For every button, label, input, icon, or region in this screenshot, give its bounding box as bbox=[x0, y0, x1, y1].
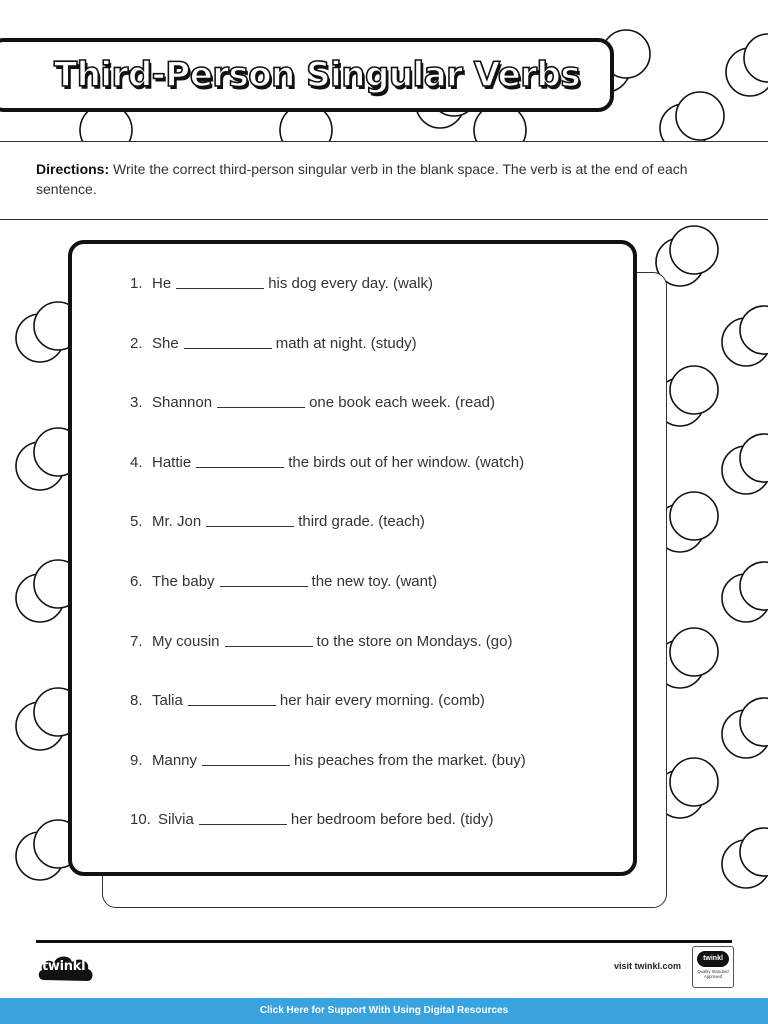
question-subject: Shannon bbox=[152, 394, 213, 412]
question-rest: his dog every day. (walk) bbox=[268, 275, 433, 292]
question-number: 4. bbox=[130, 453, 143, 471]
question-rest: her bedroom before bed. (tidy) bbox=[290, 811, 494, 829]
question-subject: My cousin bbox=[152, 632, 220, 650]
question-rest: one book each week. (read) bbox=[309, 394, 496, 412]
twinkl-logo[interactable] bbox=[36, 950, 96, 986]
question-list bbox=[130, 274, 526, 870]
support-link-bar[interactable]: Click Here for Support With Using Digital Resources bbox=[0, 998, 768, 1024]
question-item bbox=[130, 512, 526, 572]
question-item bbox=[130, 691, 526, 751]
question-number: 3. bbox=[130, 394, 143, 412]
quality-badge bbox=[692, 946, 734, 988]
question-item bbox=[130, 274, 526, 334]
question-number: 2. bbox=[130, 334, 143, 352]
directions-text: Write the correct third-person singular verb in the blank space. The verb is at the end of each sentence. bbox=[36, 161, 688, 197]
question-item bbox=[130, 393, 526, 453]
question-item bbox=[130, 334, 526, 394]
answer-blank[interactable] bbox=[188, 691, 276, 706]
answer-blank[interactable] bbox=[220, 572, 308, 587]
question-number: 8. bbox=[130, 692, 143, 710]
question-number: 10. bbox=[130, 811, 151, 829]
question-item bbox=[130, 751, 526, 811]
question-subject: Mr. Jon bbox=[152, 513, 202, 531]
badge-text: Quality Standard Approved bbox=[697, 969, 729, 979]
answer-blank[interactable] bbox=[225, 632, 313, 647]
title-band bbox=[0, 0, 768, 140]
question-subject: Talia bbox=[152, 692, 183, 710]
page-title: Third-Person Singular Verbs bbox=[54, 55, 581, 95]
title-banner bbox=[0, 38, 614, 112]
answer-blank[interactable] bbox=[202, 751, 290, 766]
question-subject: He bbox=[152, 275, 172, 292]
question-number: 6. bbox=[130, 572, 143, 590]
question-rest: his peaches from the market. (buy) bbox=[294, 751, 526, 769]
question-subject: The baby bbox=[152, 572, 215, 590]
directions-panel bbox=[0, 141, 768, 220]
logo-text: twinkl bbox=[42, 959, 86, 974]
question-subject: Hattie bbox=[152, 453, 192, 471]
badge-logo: twinkl bbox=[697, 951, 729, 967]
question-rest: math at night. (study) bbox=[275, 334, 417, 352]
question-rest: the new toy. (want) bbox=[311, 572, 438, 590]
footer-divider bbox=[36, 940, 732, 943]
question-rest: her hair every morning. (comb) bbox=[279, 692, 485, 710]
answer-blank[interactable] bbox=[217, 393, 305, 408]
question-subject: She bbox=[152, 334, 179, 352]
question-item bbox=[130, 453, 526, 513]
answer-blank[interactable] bbox=[196, 453, 284, 468]
question-number: 1. bbox=[130, 275, 143, 292]
question-number: 5. bbox=[130, 513, 143, 531]
question-rest: the birds out of her window. (watch) bbox=[288, 453, 525, 471]
answer-blank[interactable] bbox=[176, 274, 264, 289]
directions-label: Directions: bbox=[36, 161, 110, 177]
answer-blank[interactable] bbox=[184, 334, 272, 349]
question-subject: Manny bbox=[152, 751, 198, 769]
question-item bbox=[130, 632, 526, 692]
answer-blank[interactable] bbox=[199, 810, 287, 825]
answer-blank[interactable] bbox=[206, 512, 294, 527]
worksheet-card bbox=[68, 240, 637, 876]
question-number: 9. bbox=[130, 751, 143, 769]
visit-link[interactable]: visit twinkl.com bbox=[614, 961, 682, 971]
question-rest: to the store on Mondays. (go) bbox=[316, 632, 513, 650]
question-number: 7. bbox=[130, 632, 143, 650]
question-subject: Silvia bbox=[158, 811, 194, 829]
question-item bbox=[130, 572, 526, 632]
question-rest: third grade. (teach) bbox=[298, 513, 425, 531]
question-item bbox=[130, 810, 526, 870]
